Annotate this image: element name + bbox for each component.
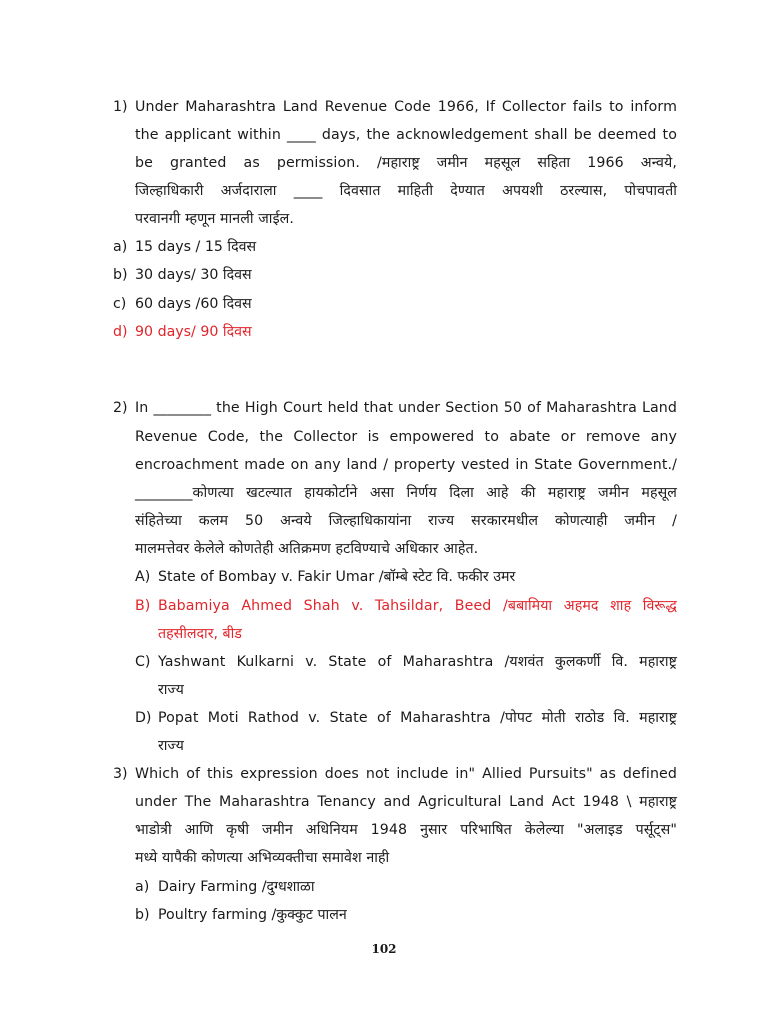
correct-option-label: B) [135, 598, 151, 614]
option-label: b) [135, 907, 150, 923]
option-text: राज्य [158, 682, 184, 698]
option-label: c) [113, 296, 127, 312]
option-text: राज्य [158, 738, 184, 754]
question-text-line: the applicant within ____ days, the acknowledgement shall be deemed to [135, 127, 677, 143]
question-text-line: under The Maharashtra Tenancy and Agricultural Land Act 1948 \ महाराष्ट्र [135, 794, 677, 810]
question-text-line: भाडोत्री आणि कृषी जमीन अधिनियम 1948 नुसार परिभाषित केलेल्या "अलाइड पर्सूट्स" [135, 822, 677, 838]
question-text-line: encroachment made on any land / property vested in State Government./ [135, 457, 677, 473]
question-text-line: be granted as permission. /महाराष्ट्र जमीन महसूल सहिता 1966 अन्वये, [135, 155, 677, 171]
question-text-line: Revenue Code, the Collector is empowered to abate or remove any [135, 429, 677, 445]
option-label: b) [113, 267, 128, 283]
question-text-line: ________कोणत्या खटल्यात हायकोर्टाने असा निर्णय दिला आहे की महाराष्ट्र जमीन महसूल [135, 485, 677, 501]
question-number: 1) [113, 99, 128, 115]
correct-option-text: 90 days/ 90 दिवस [135, 324, 252, 340]
question-text-line: मध्ये यापैकी कोणत्या अभिव्यक्तीचा समावेश नाही [135, 850, 390, 866]
question-text-line: Under Maharashtra Land Revenue Code 1966, If Collector fails to inform [135, 99, 677, 115]
option-label: C) [135, 654, 151, 670]
question-text-line: मालमत्तेवर केलेले कोणतेही अतिक्रमण हटविण्याचे अधिकार आहेत. [135, 541, 479, 557]
option-text: Poultry farming /कुक्कुट पालन [158, 907, 347, 923]
question-number: 2) [113, 400, 128, 416]
question-text-line: In ________ the High Court held that under Section 50 of Maharashtra Land [135, 400, 677, 416]
option-label: a) [135, 879, 150, 895]
option-label: D) [135, 710, 152, 726]
question-text-line: संहितेच्या कलम 50 अन्वये जिल्हाधिकायांना राज्य सरकारमधील कोणत्याही जमीन / [135, 513, 677, 529]
page-number: 102 [371, 942, 397, 956]
option-text: State of Bombay v. Fakir Umar /बॉम्बे स्टेट वि. फकीर उमर [158, 569, 516, 585]
option-label: a) [113, 239, 128, 255]
question-text-line: Which of this expression does not include in" Allied Pursuits" as defined [135, 766, 677, 782]
option-text: 60 days /60 दिवस [135, 296, 252, 312]
option-label: A) [135, 569, 151, 585]
question-text-line: जिल्हाधिकारी अर्जदाराला ____ दिवसात माहिती देण्यात अपयशी ठरल्यास, पोचपावती [135, 183, 677, 199]
option-text: Popat Moti Rathod v. State of Maharashtra /पोपट मोती राठोड वि. महाराष्ट्र [158, 710, 677, 726]
correct-option-text: Babamiya Ahmed Shah v. Tahsildar, Beed /बबामिया अहमद शाह विरूद्ध [158, 598, 677, 614]
option-text: Yashwant Kulkarni v. State of Maharashtra /यशवंत कुलकर्णी वि. महाराष्ट्र [158, 654, 677, 670]
option-text: 15 days / 15 दिवस [135, 239, 257, 255]
correct-option-text: तहसीलदार, बीड [158, 626, 242, 642]
option-text: 30 days/ 30 दिवस [135, 267, 252, 283]
question-number: 3) [113, 766, 128, 782]
question-text-line: परवानगी म्हणून मानली जाईल. [135, 211, 294, 227]
option-text: Dairy Farming /दुग्धशाळा [158, 879, 315, 895]
correct-option-label: d) [113, 324, 128, 340]
